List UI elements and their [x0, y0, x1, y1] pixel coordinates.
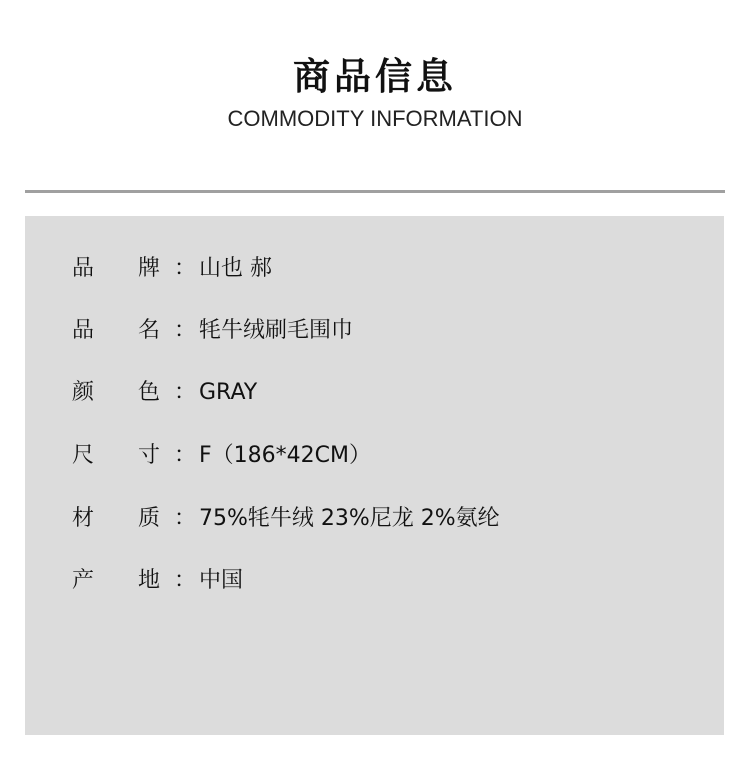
- row-label-char-2: 地: [138, 568, 161, 593]
- info-row-origin: [72, 565, 243, 597]
- row-colon: ：: [174, 506, 197, 531]
- row-label-char-1: 产: [72, 568, 95, 593]
- row-value-product-name: 牦牛绒刷毛围巾: [199, 318, 354, 343]
- row-label-char-1: 材: [72, 506, 95, 531]
- row-value-origin: 中国: [199, 568, 244, 593]
- row-label-char-2: 质: [138, 506, 161, 531]
- info-row-material: [72, 503, 500, 535]
- row-label-char-2: 色: [138, 380, 161, 405]
- row-colon: ：: [174, 256, 197, 281]
- info-row-brand: [72, 253, 272, 285]
- page-title: 商品信息: [293, 55, 457, 98]
- row-label-char-1: 品: [72, 256, 95, 281]
- page-subtitle: COMMODITY INFORMATION: [227, 106, 523, 131]
- info-panel: [25, 216, 724, 735]
- row-value-color: GRAY: [199, 380, 258, 405]
- row-colon: ：: [174, 380, 197, 405]
- info-row-product-name: [72, 315, 353, 347]
- row-label-char-1: 颜: [72, 380, 95, 405]
- row-colon: ：: [174, 568, 197, 593]
- info-row-color: [72, 377, 257, 409]
- row-value-brand: 山也 郝: [199, 256, 272, 281]
- row-colon: ：: [174, 443, 197, 468]
- row-label-char-2: 名: [138, 318, 161, 343]
- row-label-char-1: 品: [72, 318, 95, 343]
- row-label-char-2: 牌: [138, 256, 161, 281]
- divider: [25, 190, 725, 193]
- info-row-size: [72, 440, 371, 472]
- row-value-size: F（186*42CM）: [199, 443, 371, 468]
- row-value-material: 75%牦牛绒 23%尼龙 2%氨纶: [199, 506, 500, 531]
- row-label-char-2: 寸: [138, 443, 161, 468]
- row-label-char-1: 尺: [72, 443, 95, 468]
- row-colon: ：: [174, 318, 197, 343]
